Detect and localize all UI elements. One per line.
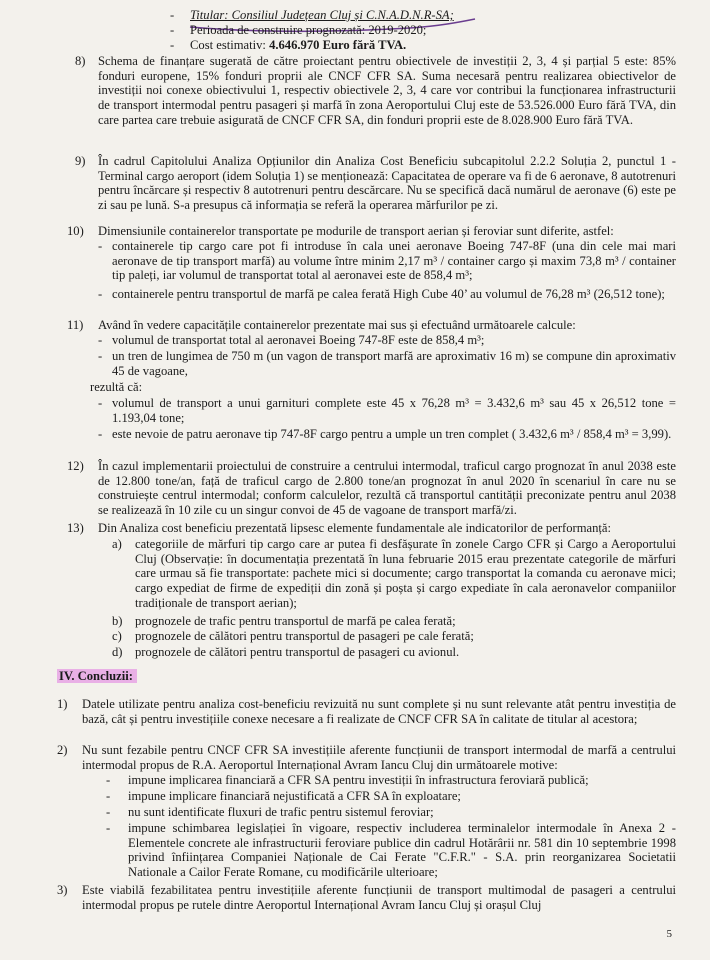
conclusion-3-text: Este viabilă fezabilitatea pentru investițiile aferente funcțiunii de transport multimodal de pasageri a centrului intermodal propus pe rutele dintre Aeroportul Internațional Avram Iancu Cluj și orașul Cluj	[82, 883, 676, 912]
conclusion-1-text: Datele utilizate pentru analiza cost-beneficiu revizuită nu sunt complete și nu sunt relevante atât pentru investiția de bază, cât și pentru investițiile conexe necesare a fi realizate de CNCF CFR SA în calitate de titular al acestora;	[82, 697, 676, 726]
section-heading: IV. Concluzii:	[57, 669, 137, 684]
item-number: 8)	[75, 54, 86, 68]
sub-item-letter: c)	[112, 629, 122, 643]
conclusion-2-bullet-3: nu sunt identificate fluxuri de trafic pentru sistemul feroviar;	[128, 805, 434, 819]
conclusion-2-bullet-2: impune implicare financiară nejustificată a CFR SA în exploatare;	[128, 789, 461, 803]
item-number: 9)	[75, 154, 86, 168]
dash-bullet: -	[106, 773, 111, 787]
item-number: 11)	[67, 318, 84, 332]
item-number: 12)	[67, 459, 84, 473]
cost-line: Cost estimativ: 4.646.970 Euro fără TVA.	[190, 38, 407, 52]
dash-bullet: -	[98, 349, 103, 363]
dash-bullet: -	[170, 23, 175, 37]
item-13-b-text: prognozele de trafic pentru transportul de marfă pe calea ferată;	[135, 614, 456, 628]
item-10-bullet-1: containerele tip cargo care pot fi introduse în cala unei aeronave Boeing 747-8F (una din cele mai mari aeronave de tip transport marfă) au volume între minim 2,17 m³ / container cargo și maxim 73,8 m³ / container tip paleți, iar volumul de transportat total al aeronavei este de 858,4 m³;	[112, 239, 676, 283]
item-9-text: În cadrul Capitolului Analiza Opțiunilor din Analiza Cost Beneficiu subcapitolul 2.2.2 Soluția 2, punctul 1 - Terminal cargo aeroport (idem Soluția 1) se menționează: Capacitatea de operare va fi de 6 aeronave, 8 autotrenuri pentru încărcare și respectiv 8 autotrenuri pentru descărcare. Nu se specifică dacă numărul de aeronave (6) este pe zi sau pe lună. S-a presupus că informația se referă la operarea mărfurilor pe zi.	[98, 154, 676, 213]
item-11-bullet-4: este nevoie de patru aeronave tip 747-8F cargo pentru a umple un tren complet ( 3.432,6 m³ / 858,4 m³ = 3,99).	[112, 427, 672, 441]
sub-item-letter: a)	[112, 537, 122, 551]
item-13-c-text: prognozele de călători pentru transportul de pasageri pe cale ferată;	[135, 629, 474, 643]
item-11-rezulta: rezultă că:	[90, 380, 143, 394]
dash-bullet: -	[98, 333, 103, 347]
dash-bullet: -	[170, 38, 175, 52]
dash-bullet: -	[98, 287, 103, 301]
perioada-line: Perioada de construire prognozată: 2019-2020;	[190, 23, 427, 37]
dash-bullet: -	[98, 427, 103, 441]
item-10-bullet-2: containerele pentru transportul de marfă pe calea ferată High Cube 40’ au volumul de 76,28 m³ (26,512 tone);	[112, 287, 665, 301]
item-10-intro: Dimensiunile containerelor transportate pe modurile de transport aerian și feroviar sunt diferite, astfel:	[98, 224, 614, 238]
sub-item-letter: b)	[112, 614, 123, 628]
conclusion-2-intro: Nu sunt fezabile pentru CNCF CFR SA investițiile aferente funcțiunii de transport intermodal de marfă a centrului intermodal propus de R.A. Aeroportul Internațional Avram Iancu Cluj din următoarele motive:	[82, 743, 676, 772]
dash-bullet: -	[98, 239, 103, 253]
titular-line: Titular: Consiliul Județean Cluj și C.N.A.D.N.R-SA;	[190, 8, 454, 22]
item-11-intro: Având în vedere capacitățile containerelor prezentate mai sus și efectuând următoarele calcule:	[98, 318, 576, 332]
conclusion-2-bullet-4: impune schimbarea legislației în vigoare, respectiv includerea terminalelor intermodale în Anexa 2 - Elementele concrete ale infrastructurii feroviare publice din cadrul Hotărârii nr. 581 din 10 septembrie 1998 privind înființarea Companiei Naționale de Cai Ferate "C.F.R." - S.A. prin reorganizarea Societatii Nationale a Cailor Ferate Romane, cu modificările ulterioare;	[128, 821, 676, 880]
item-number: 10)	[67, 224, 84, 238]
item-13-intro: Din Analiza cost beneficiu prezentată lipsesc elemente fundamentale ale indicatorilor de performanță:	[98, 521, 611, 535]
dash-bullet: -	[106, 805, 111, 819]
item-11-bullet-1: volumul de transportat total al aeronavei Boeing 747-8F este de 858,4 m³;	[112, 333, 485, 347]
conclusion-number: 2)	[57, 743, 68, 757]
dash-bullet: -	[106, 789, 111, 803]
conclusion-2-bullet-1: impune implicarea financiară a CFR SA pentru investiții în infrastructura feroviară publică;	[128, 773, 589, 787]
conclusion-number: 1)	[57, 697, 68, 711]
item-8-text: Schema de finanțare sugerată de către proiectant pentru obiectivele de investiții 2, 3, 4 și parțial 5 este: 85% fonduri europene, 15% fonduri proprii ale CNCF CFR SA. Suma necesară pentru realizarea obiectivelor de investiții noi conexe obiectivului 1, respectiv obiectivele 2, 3, 4 care vor contribui la funcționarea infrastructurii de transport intermodal pentru pasageri și marfă în zona Aeroportului Cluj este de 53.526.000 Euro fără TVA, din care partea care trebuie asigurată de CNCF CFR SA, din fonduri proprii este de 8.028.900 Euro fără TVA.	[98, 54, 676, 127]
page-number: 5	[666, 928, 672, 941]
item-13-a-text: categoriile de mărfuri tip cargo care ar putea fi desfășurate în zonele Cargo CFR și Cargo a Aeroportului Cluj (Observație: în documentația prezentată în luna februarie 2015 erau prezentate categorile de mărfuri care urmau să fie transportate: pachete mici si documente; cargo transportat la comanda cu aeronave mici; cargo expediat de firme de expediții din zonă și poșta și cargo expediate în cala aeronavelor companiilor tradiționale de transport aerian);	[135, 537, 676, 610]
dash-bullet: -	[106, 821, 111, 835]
sub-item-letter: d)	[112, 645, 123, 659]
item-11-bullet-3: volumul de transport a unui garnituri complete este 45 x 76,28 m³ = 3.432,6 m³ sau 45 x 26,512 tone = 1.193,04 tone;	[112, 396, 676, 425]
item-12-text: În cazul implementarii proiectului de construire a centrului intermodal, traficul cargo prognozat în anul 2038 este de 12.800 tone/an, față de traficul cargo de 2.800 tone/an prognozat în anul 2020 în scenariul în care nu se construiește centrul intermodal; conform calculelor, rezultă că transportul cantității preconizate pentru anul 2038 se realizează în 10 zile cu un singur convoi de 45 de vagoane de transport marfă/zi.	[98, 459, 676, 518]
item-number: 13)	[67, 521, 84, 535]
dash-bullet: -	[98, 396, 103, 410]
conclusion-number: 3)	[57, 883, 68, 897]
item-11-bullet-2: un tren de lungimea de 750 m (un vagon de transport marfă are aproximativ 16 m) se compune din aproximativ 45 de vagoane,	[112, 349, 676, 378]
item-13-d-text: prognozele de călători pentru transportul de pasageri cu avionul.	[135, 645, 460, 659]
dash-bullet: -	[170, 8, 175, 22]
